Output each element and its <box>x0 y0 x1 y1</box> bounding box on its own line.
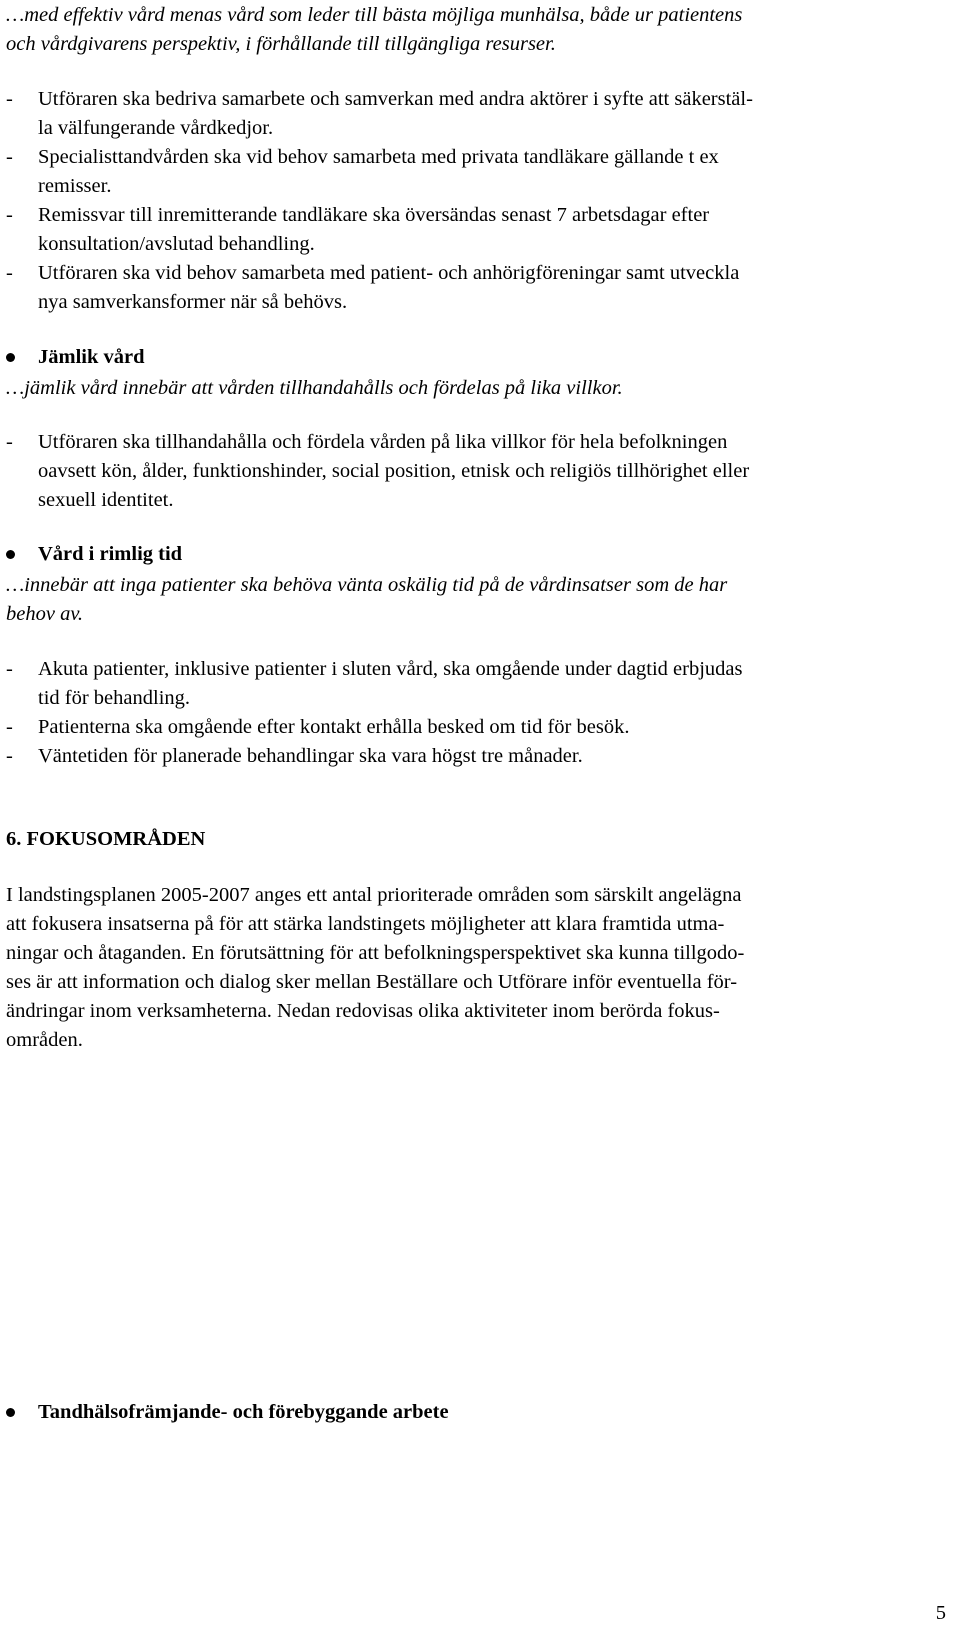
list-item-line: Patienterna ska omgående efter kontakt erhålla besked om tid för besök. <box>38 716 630 738</box>
section-heading-fokusomraden: 6. FOKUSOMRÅDEN <box>6 828 206 850</box>
paragraph-line: ningar och åtaganden. En förutsättning för att befolkningsperspektivet ska kunna tillgodo- <box>6 942 745 964</box>
document-page <box>6 0 946 1643</box>
dash-marker: - <box>6 745 13 767</box>
list-item-line: sexuell identitet. <box>38 489 174 511</box>
list-item-line: Utföraren ska tillhandahålla och fördela vården på lika villkor för hela befolkningen <box>38 431 728 453</box>
list-item-line: Väntetiden för planerade behandlingar ska vara högst tre månader. <box>38 745 583 767</box>
list-item-line: oavsett kön, ålder, funktionshinder, social position, etnisk och religiös tillhörighet eller <box>38 460 750 482</box>
list-item-line: nya samverkansformer när så behövs. <box>38 291 348 313</box>
paragraph-line: I landstingsplanen 2005-2007 anges ett antal prioriterade områden som särskilt angelägna <box>6 884 742 906</box>
page-number: 5 <box>935 1602 946 1624</box>
intro-italic-line-1: …med effektiv vård menas vård som leder till bästa möjliga munhälsa, både ur patientens <box>6 4 743 26</box>
list-item-line: Utföraren ska vid behov samarbeta med patient- och anhörigföreningar samt utveckla <box>38 262 740 284</box>
paragraph-line: ändringar inom verksamheterna. Nedan redovisas olika aktiviteter inom berörda fokus- <box>6 1000 720 1022</box>
dash-marker: - <box>6 204 13 226</box>
list-item-line: tid för behandling. <box>38 687 191 709</box>
dash-marker: - <box>6 716 13 738</box>
dash-marker: - <box>6 88 13 110</box>
dash-marker: - <box>6 658 13 680</box>
intro-italic-line-2: och vårdgivarens perspektiv, i förhållande till tillgängliga resurser. <box>6 33 556 55</box>
section-heading-jamlik: Jämlik vård <box>38 346 145 368</box>
list-item-line: Specialisttandvården ska vid behov samarbeta med privata tandläkare gällande t ex <box>38 146 719 168</box>
bullet-icon <box>6 550 15 559</box>
bullet-icon <box>6 353 15 362</box>
list-item-line: Utföraren ska bedriva samarbete och samverkan med andra aktörer i syfte att säkerstäl- <box>38 88 753 110</box>
section-heading-tandhalso: Tandhälsofrämjande- och förebyggande arbete <box>38 1401 449 1423</box>
section-heading-rimlig-tid: Vård i rimlig tid <box>38 543 183 565</box>
list-item-line: la välfungerande vårdkedjor. <box>38 117 274 139</box>
jamlik-italic: …jämlik vård innebär att vården tillhandahålls och fördelas på lika villkor. <box>6 377 623 399</box>
dash-marker: - <box>6 431 13 453</box>
paragraph-line: att fokusera insatserna på för att stärka landstingets möjligheter att klara framtida utma- <box>6 913 725 935</box>
dash-marker: - <box>6 262 13 284</box>
list-item-line: Remissvar till inremitterande tandläkare ska översändas senast 7 arbetsdagar efter <box>38 204 710 226</box>
list-item-line: konsultation/avslutad behandling. <box>38 233 315 255</box>
rimlig-italic-line-2: behov av. <box>6 603 84 625</box>
rimlig-italic-line-1: …innebär att inga patienter ska behöva vänta oskälig tid på de vårdinsatser som de har <box>6 574 728 596</box>
paragraph-line: ses är att information och dialog sker mellan Beställare och Utförare inför eventuella för- <box>6 971 738 993</box>
paragraph-line: områden. <box>6 1029 83 1051</box>
bullet-icon <box>6 1408 15 1417</box>
list-item-line: Akuta patienter, inklusive patienter i sluten vård, ska omgående under dagtid erbjudas <box>38 658 743 680</box>
list-item-line: remisser. <box>38 175 112 197</box>
dash-marker: - <box>6 146 13 168</box>
